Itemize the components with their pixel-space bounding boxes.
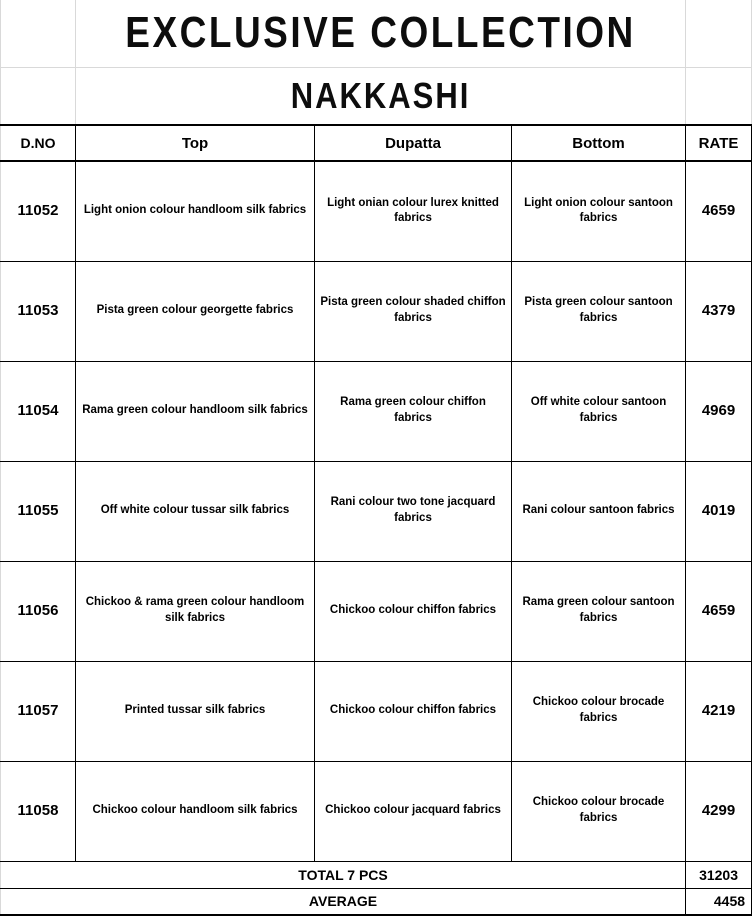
- table-header-row: [1, 125, 752, 161]
- cell-dno: 11058: [1, 761, 76, 861]
- table-row: [1, 261, 752, 361]
- total-row: [1, 861, 752, 888]
- cell-dno: 11054: [1, 361, 76, 461]
- title-spacer-right: [686, 0, 752, 67]
- document-subtitle-cell: [76, 67, 686, 125]
- column-header-dupatta: Dupatta: [315, 125, 512, 161]
- table-row: [1, 161, 752, 261]
- page-title: EXCLUSIVE COLLECTION: [125, 8, 636, 57]
- cell-dno: 11057: [1, 661, 76, 761]
- cell-bottom: Chickoo colour brocade fabrics: [512, 761, 686, 861]
- cell-dupatta: Chickoo colour jacquard fabrics: [315, 761, 512, 861]
- cell-bottom: Chickoo colour brocade fabrics: [512, 661, 686, 761]
- cell-rate: 4969: [686, 361, 752, 461]
- cell-bottom: Light onion colour santoon fabrics: [512, 161, 686, 261]
- cell-bottom: Rama green colour santoon fabrics: [512, 561, 686, 661]
- table-body: [1, 0, 752, 915]
- cell-top: Chickoo & rama green colour handloom silk fabrics: [76, 561, 315, 661]
- cell-rate: 4659: [686, 561, 752, 661]
- cell-dno: 11056: [1, 561, 76, 661]
- cell-bottom: Pista green colour santoon fabrics: [512, 261, 686, 361]
- cell-dupatta: Rama green colour chiffon fabrics: [315, 361, 512, 461]
- cell-dno: 11055: [1, 461, 76, 561]
- column-header-dno: D.NO: [1, 125, 76, 161]
- average-row: [1, 888, 752, 915]
- title-row-sub: [1, 67, 752, 125]
- brand-name: NAKKASHI: [290, 74, 471, 116]
- cell-rate: 4219: [686, 661, 752, 761]
- title-row-main: [1, 0, 752, 67]
- cell-dupatta: Rani colour two tone jacquard fabrics: [315, 461, 512, 561]
- cell-top: Chickoo colour handloom silk fabrics: [76, 761, 315, 861]
- cell-top: Off white colour tussar silk fabrics: [76, 461, 315, 561]
- total-label: TOTAL 7 PCS: [1, 861, 686, 888]
- cell-dno: 11052: [1, 161, 76, 261]
- table-row: [1, 361, 752, 461]
- cell-rate: 4299: [686, 761, 752, 861]
- average-value: 4458: [686, 888, 752, 915]
- column-header-bottom: Bottom: [512, 125, 686, 161]
- cell-bottom: Rani colour santoon fabrics: [512, 461, 686, 561]
- column-header-top: Top: [76, 125, 315, 161]
- document-title-cell: [76, 0, 686, 67]
- cell-top: Printed tussar silk fabrics: [76, 661, 315, 761]
- cell-dupatta: Pista green colour shaded chiffon fabrics: [315, 261, 512, 361]
- subtitle-spacer-right: [686, 67, 752, 125]
- table-row: [1, 661, 752, 761]
- table-row: [1, 461, 752, 561]
- subtitle-spacer-left: [1, 67, 76, 125]
- cell-dupatta: Chickoo colour chiffon fabrics: [315, 661, 512, 761]
- average-label: AVERAGE: [1, 888, 686, 915]
- cell-top: Light onion colour handloom silk fabrics: [76, 161, 315, 261]
- total-value: 31203: [686, 861, 752, 888]
- cell-dupatta: Chickoo colour chiffon fabrics: [315, 561, 512, 661]
- cell-rate: 4379: [686, 261, 752, 361]
- cell-rate: 4019: [686, 461, 752, 561]
- cell-dno: 11053: [1, 261, 76, 361]
- cell-dupatta: Light onian colour lurex knitted fabrics: [315, 161, 512, 261]
- cell-bottom: Off white colour santoon fabrics: [512, 361, 686, 461]
- column-header-rate: RATE: [686, 125, 752, 161]
- table-row: [1, 761, 752, 861]
- table-row: [1, 561, 752, 661]
- cell-top: Rama green colour handloom silk fabrics: [76, 361, 315, 461]
- cell-rate: 4659: [686, 161, 752, 261]
- title-spacer-left: [1, 0, 76, 67]
- cell-top: Pista green colour georgette fabrics: [76, 261, 315, 361]
